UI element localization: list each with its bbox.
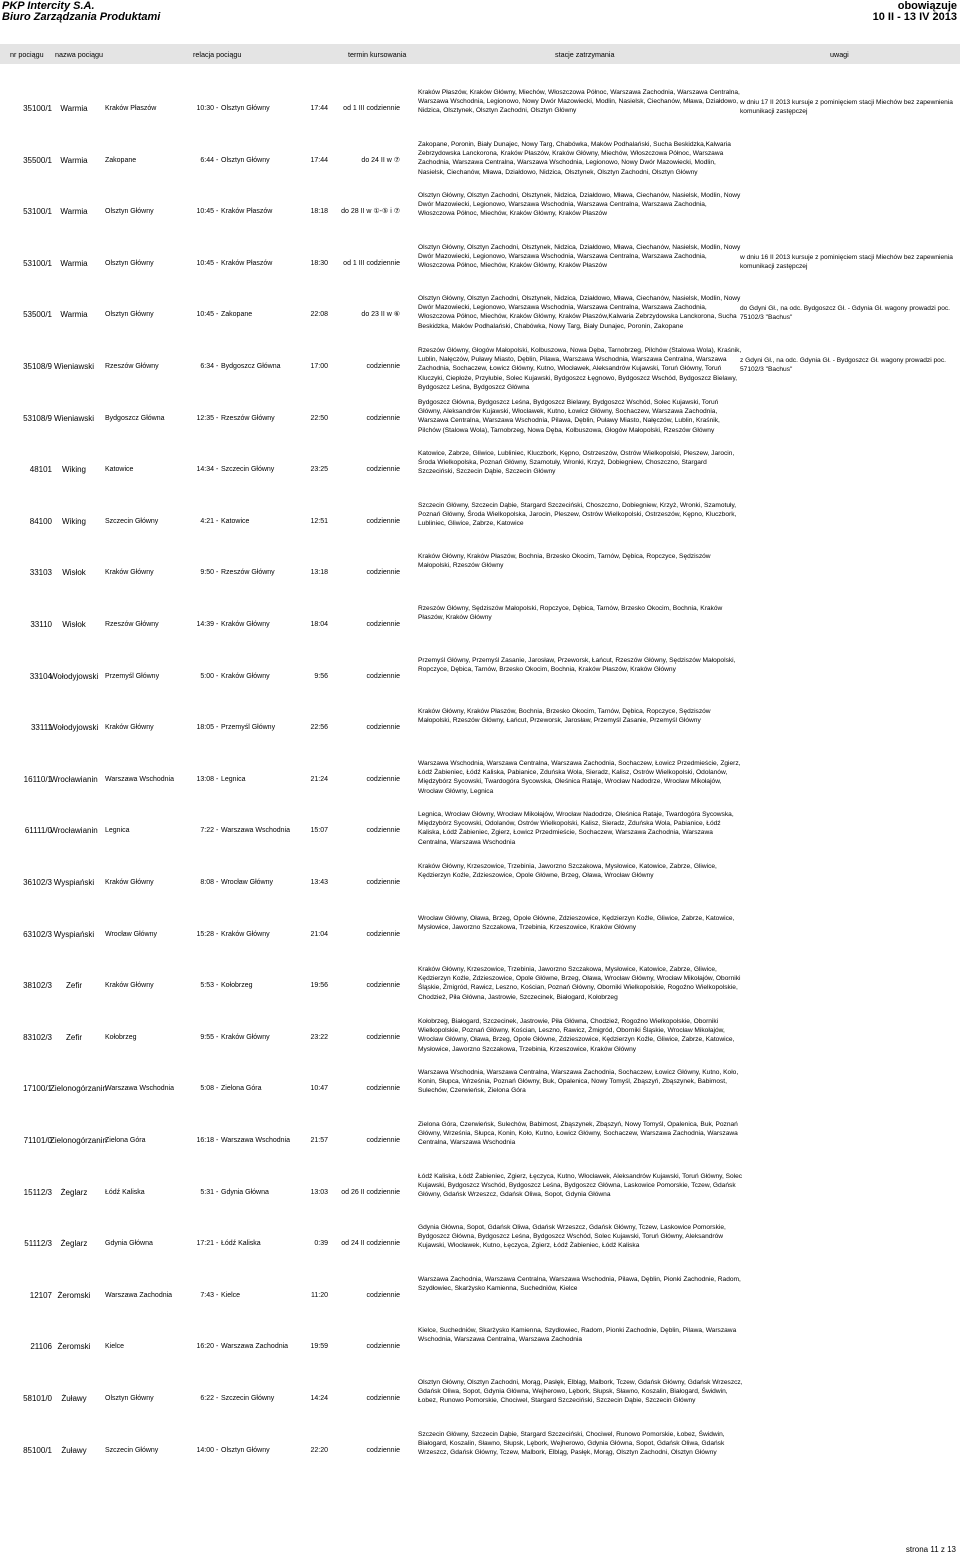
departure-time: 18:05 — [196, 724, 214, 731]
arrival-time: 9:56 — [314, 673, 328, 680]
train-name: Warmia — [60, 156, 88, 165]
arrival-station: Legnica — [221, 776, 246, 783]
train-name: Wieniawski — [53, 414, 94, 423]
route-separator: - — [216, 931, 219, 938]
train-number: 36102/3 — [23, 878, 52, 887]
departure-station: Kraków Główny — [105, 724, 154, 731]
running-period: codziennie — [366, 673, 400, 680]
departure-station: Kołobrzeg — [105, 1034, 137, 1041]
stops-list: Kraków Główny, Krzeszowice, Trzebinia, Jaworzno Szczakowa, Mysłowice, Katowice, Zabrze, Gliwice, Kędzierzyn Koźle, Zdzieszowice, Opole Główne, Brzeg, Oława, Wrocław Główny — [418, 863, 717, 880]
train-name: Wołodyjowski — [50, 672, 99, 681]
train-number: 33103 — [29, 568, 52, 577]
department-title: Biuro Zarządzania Produktami — [2, 11, 161, 23]
train-row — [0, 1166, 960, 1218]
train-row — [0, 1114, 960, 1166]
departure-time: 9:50 — [200, 569, 214, 576]
train-name: Żeglarz — [60, 1239, 88, 1248]
arrival-station: Katowice — [221, 518, 250, 525]
departure-time: 7:22 — [200, 827, 214, 834]
train-number: 85100/1 — [23, 1446, 52, 1455]
train-number: 48101 — [29, 465, 52, 474]
departure-station: Olsztyn Główny — [105, 260, 154, 267]
running-period: codziennie — [366, 827, 400, 834]
train-row — [0, 1320, 960, 1372]
company-title: PKP Intercity S.A. — [2, 0, 95, 12]
train-number: 33110 — [30, 620, 52, 629]
train-name: Żeglarz — [60, 1188, 88, 1197]
departure-station: Warszawa Wschodnia — [105, 776, 174, 783]
route-separator: - — [216, 157, 219, 164]
arrival-time: 14:24 — [310, 1395, 328, 1402]
train-name: Żuławy — [61, 1394, 87, 1403]
departure-time: 6:22 — [200, 1395, 214, 1402]
departure-time: 16:20 — [196, 1343, 214, 1350]
stops-list: Rzeszów Główny, Głogów Małopolski, Kolbuszowa, Nowa Dęba, Tarnobrzeg, Pilchów (Stalowa Wola), Kraśnik, Lublin, Nałęczów, Puławy Miasto, Dęblin, Pilawa, Warszawa Wschodnia, Warszawa Centralna, Warszawa Zachodnia, Sochaczew, Łowicz Główny, Kutno, Włocławek, Aleksandrów Kujawski, Toruń Główny, Toruń Kluczyki, Ciepłoże, Przyłubie, Solec Kujawski, Bydgoszcz Łęgnowo, Bydgoszcz Wschód, Bydgoszcz Bielawy, Bydgoszcz Leśna, Bydgoszcz Główna — [418, 347, 742, 391]
train-number: 21106 — [30, 1342, 52, 1351]
route-separator: - — [216, 1447, 219, 1454]
col-route: relacja pociągu — [193, 50, 242, 59]
train-row — [0, 1217, 960, 1269]
train-number: 12107 — [29, 1291, 52, 1300]
arrival-time: 21:24 — [310, 776, 328, 783]
train-number: 17100/1 — [23, 1084, 52, 1093]
stops-list: Olsztyn Główny, Olsztyn Zachodni, Olsztynek, Nidzica, Działdowo, Mława, Ciechanów, Nasielsk, Modlin, Nowy Dwór Mazowiecki, Legionowo, Warszawa Wschodnia, Warszawa Centralna, Warszawa Zachodnia, Włoszczowa Północ, Miechów, Kraków Główny, Kraków Płaszów — [418, 192, 741, 218]
running-period: codziennie — [366, 982, 400, 989]
route-separator: - — [216, 1189, 219, 1196]
arrival-time: 13:03 — [310, 1189, 328, 1196]
arrival-station: Bydgoszcz Główna — [221, 363, 281, 370]
train-name: Wisłok — [62, 568, 86, 577]
train-name: Żeromski — [57, 1342, 91, 1351]
departure-station: Olsztyn Główny — [105, 208, 154, 215]
running-period: codziennie — [366, 621, 400, 628]
departure-time: 13:08 — [196, 776, 214, 783]
stops-list: Olsztyn Główny, Olsztyn Zachodni, Morąg, Pasłęk, Elbląg, Malbork, Tczew, Gdańsk Główny, Gdańsk Wrzeszcz, Gdańsk Oliwa, Sopot, Gdynia Główna, Wejherowo, Lębork, Słupsk, Sławno, Koszalin, Białogard, Świdwin, Łobez, Runowo Pomorskie, Chociwel, Stargard Szczeciński, Szczecin Dąbie, Szczecin Główny — [418, 1379, 743, 1405]
stops-list: Kraków Główny, Kraków Płaszów, Bochnia, Brzesko Okocim, Tarnów, Dębica, Ropczyce, Sędziszów Małopolski, Rzeszów Główny, Łańcut, Przeworsk, Jarosław, Przemyśl Zasanie, Przemyśl Główny — [418, 708, 711, 725]
departure-time: 5:08 — [200, 1085, 214, 1092]
route-separator: - — [216, 1034, 219, 1041]
train-name: Wiking — [61, 517, 86, 526]
train-row — [0, 959, 960, 1011]
arrival-station: Kraków Główny — [221, 931, 270, 938]
running-period: codziennie — [366, 1343, 400, 1350]
arrival-station: Warszawa Wschodnia — [221, 827, 290, 834]
stops-list: Kraków Płaszów, Kraków Główny, Miechów, Włoszczowa Północ, Warszawa Zachodnia, Warszawa Centralna, Warszawa Wschodnia, Legionowo, Nowy Dwór Mazowiecki, Modlin, Nasielsk, Ciechanów, Mława, Działdowo, Nidzica, Olsztynek, Olsztyn Zachodni, Olsztyn Główny — [418, 89, 740, 115]
arrival-station: Kielce — [221, 1292, 241, 1299]
train-name: Wyspiański — [53, 930, 95, 939]
arrival-station: Rzeszów Główny — [221, 415, 275, 422]
departure-time: 5:00 — [200, 673, 214, 680]
train-row — [0, 1269, 960, 1321]
route-separator: - — [216, 311, 219, 318]
departure-time: 14:00 — [196, 1447, 214, 1454]
arrival-station: Kraków Główny — [221, 621, 270, 628]
train-name: Zefir — [66, 981, 82, 990]
departure-time: 10:45 — [196, 260, 214, 267]
train-number: 38102/3 — [23, 981, 52, 990]
running-period: codziennie — [366, 1292, 400, 1299]
stops-list: Warszawa Wschodnia, Warszawa Centralna, Warszawa Zachodnia, Sochaczew, Łowicz Przedmieście, Zgierz, Łódź Żabieniec, Łódź Kaliska, Pabianice, Zduńska Wola, Sieradz, Kalisz, Ostrów Wielkopolski, Odolanów, Międzybórz Sycowski, Twardogóra Sycowska, Oleśnica Rataje, Wrocław Nadodrze, Wrocław Mikołajów, Wrocław Główny, Legnica — [418, 760, 741, 795]
departure-time: 10:45 — [196, 208, 214, 215]
arrival-station: Rzeszów Główny — [221, 569, 275, 576]
train-number: 58101/0 — [23, 1394, 52, 1403]
train-notes: w dniu 17 II 2013 kursuje z pominięciem stacji Miechów bez zapewnienia komunikacji zastępczej — [740, 99, 953, 115]
departure-station: Legnica — [105, 827, 130, 834]
running-period: codziennie — [366, 1447, 400, 1454]
departure-station: Szczecin Główny — [105, 1447, 159, 1454]
arrival-time: 18:04 — [310, 621, 328, 628]
departure-time: 6:34 — [200, 363, 214, 370]
valid-label: obowiązuje — [897, 0, 957, 12]
route-separator: - — [216, 827, 219, 834]
running-period: od 1 III codziennie — [343, 260, 400, 267]
validity-header — [873, 1, 957, 23]
route-separator: - — [216, 518, 219, 525]
running-period: do 23 II w ⑥ — [361, 311, 400, 318]
arrival-time: 22:20 — [310, 1447, 328, 1454]
train-row — [0, 1011, 960, 1063]
arrival-time: 23:25 — [310, 466, 328, 473]
arrival-station: Olsztyn Główny — [221, 157, 270, 164]
running-period: codziennie — [366, 518, 400, 525]
departure-station: Kraków Główny — [105, 879, 154, 886]
arrival-time: 12:51 — [310, 518, 328, 525]
stops-list: Warszawa Zachodnia, Warszawa Centralna, Warszawa Wschodnia, Pilawa, Dęblin, Pionki Zachodnie, Radom, Szydłowiec, Skarżysko Kamienna, Suchedniów, Kielce — [418, 1276, 741, 1293]
train-name: Wyspiański — [53, 878, 95, 887]
departure-time: 14:39 — [196, 621, 214, 628]
running-period: od 24 II codziennie — [341, 1240, 400, 1247]
departure-station: Warszawa Wschodnia — [105, 1085, 174, 1092]
stops-list: Kołobrzeg, Białogard, Szczecinek, Jastrowie, Piła Główna, Chodzież, Rogoźno Wielkopolskie, Oborniki Wielkopolskie, Poznań Główny, Kościan, Leszno, Rawicz, Żmigród, Oborniki Śląskie, Wrocław Mikołajów, Wrocław Główny, Oława, Brzeg, Opole Główne, Zdzieszowice, Kędzierzyn Koźle, Gliwice, Zabrze, Katowice, Mysłowice, Jaworzno Szczakowa, Trzebinia, Krzeszowice, Kraków Główny — [418, 1018, 735, 1053]
departure-station: Katowice — [105, 466, 134, 473]
train-row — [0, 546, 960, 598]
departure-station: Kraków Główny — [105, 982, 154, 989]
arrival-station: Kołobrzeg — [221, 982, 253, 989]
running-period: codziennie — [366, 879, 400, 886]
running-period: codziennie — [366, 569, 400, 576]
arrival-station: Zielona Góra — [221, 1085, 262, 1092]
train-number: 84100 — [29, 517, 52, 526]
arrival-time: 10:47 — [310, 1085, 328, 1092]
arrival-time: 11:20 — [311, 1292, 328, 1299]
train-row — [0, 753, 960, 805]
arrival-station: Szczecin Główny — [221, 466, 275, 473]
departure-time: 9:55 — [200, 1034, 214, 1041]
train-row — [0, 340, 960, 392]
departure-time: 14:34 — [196, 466, 214, 473]
route-separator: - — [216, 879, 219, 886]
stops-list: Warszawa Wschodnia, Warszawa Centralna, Warszawa Zachodnia, Sochaczew, Łowicz Główny, Kutno, Koło, Konin, Słupca, Września, Poznań Główny, Buk, Opalenica, Nowy Tomyśl, Zbąszyń, Zbąszynek, Babimost, Sulechów, Czerwieńsk, Zielona Góra — [418, 1069, 739, 1095]
train-row — [0, 1424, 960, 1476]
departure-time: 5:31 — [200, 1189, 214, 1196]
arrival-station: Kraków Płaszów — [221, 208, 273, 215]
train-number: 33104 — [29, 672, 52, 681]
col-train-name: nazwa pociągu — [55, 50, 103, 59]
arrival-station: Olsztyn Główny — [221, 1447, 270, 1454]
route-separator: - — [216, 1085, 219, 1092]
running-period: codziennie — [366, 931, 400, 938]
train-name: Wisłok — [62, 620, 86, 629]
arrival-station: Zakopane — [221, 311, 253, 318]
col-notes: uwagi — [830, 50, 849, 59]
train-row — [0, 701, 960, 753]
train-name: Wołodyjowski — [50, 723, 99, 732]
arrival-station: Kraków Płaszów — [221, 260, 273, 267]
route-separator: - — [216, 1395, 219, 1402]
train-name: Żeromski — [57, 1291, 91, 1300]
departure-time: 5:53 — [200, 982, 214, 989]
departure-time: 12:35 — [196, 415, 214, 422]
col-stops: stacje zatrzymania — [555, 50, 615, 59]
company-name — [2, 1, 160, 23]
train-row — [0, 82, 960, 134]
departure-station: Olsztyn Główny — [105, 311, 154, 318]
stops-list: Zakopane, Poronin, Biały Dunajec, Nowy Targ, Chabówka, Maków Podhalański, Sucha Beskidzka,Kalwaria Zebrzydowska Lanckorona, Kraków Płaszów, Kraków Główny, Miechów, Włoszczowa Północ, Warszawa Zachodnia, Warszawa Centralna, Warszawa Wschodnia, Legionowo, Nowy Dwór Mazowiecki, Modlin, Nasielsk, Ciechanów, Mława, Działdowo, Nidzica, Olsztynek, Olsztyn Zachodni, Olsztyn Główny — [418, 141, 731, 176]
train-number: 53108/9 — [23, 414, 52, 423]
train-number: 83102/3 — [23, 1033, 52, 1042]
train-row — [0, 908, 960, 960]
stops-list: Wrocław Główny, Oława, Brzeg, Opole Główne, Zdzieszowice, Kędzierzyn Koźle, Gliwice, Zabrze, Katowice, Mysłowice, Jaworzno Szczakowa, Trzebinia, Krzeszowice, Kraków Główny — [418, 915, 735, 932]
train-row — [0, 1062, 960, 1114]
departure-station: Gdynia Główna — [105, 1240, 153, 1247]
train-row — [0, 134, 960, 186]
train-name: Wieniawski — [53, 362, 94, 371]
train-number: 35500/1 — [23, 156, 52, 165]
departure-time: 17:21 — [196, 1240, 214, 1247]
stops-list: Łódź Kaliska, Łódź Żabieniec, Zgierz, Łęczyca, Kutno, Włocławek, Aleksandrów Kujawski, Toruń Główny, Solec Kujawski, Bydgoszcz Wschód, Bydgoszcz Leśna, Bydgoszcz Główna, Laskowice Pomorskie, Tczew, Gdańsk Główny, Gdańsk Wrzeszcz, Gdańsk Oliwa, Sopot, Gdynia Główna — [418, 1173, 743, 1199]
train-row — [0, 288, 960, 340]
stops-list: Szczecin Główny, Szczecin Dąbie, Stargard Szczeciński, Choszczno, Dobiegniew, Krzyż, Wronki, Szamotuły, Poznań Główny, Środa Wielkopolska, Jarocin, Pleszew, Ostrów Wielkopolski, Ostrzeszów, Kępno, Kluczbork, Lubliniec, Gliwice, Zabrze, Katowice — [418, 502, 737, 528]
stops-list: Bydgoszcz Główna, Bydgoszcz Leśna, Bydgoszcz Bielawy, Bydgoszcz Wschód, Solec Kujawski, Toruń Główny, Aleksandrów Kujawski, Włocławek, Kutno, Łowicz Główny, Sochaczew, Warszawa Zachodnia, Warszawa Centralna, Warszawa Wschodnia, Pilawa, Dęblin, Puławy Miasto, Nałęczów, Lublin, Kraśnik, Pilchów (Stalowa Wola), Tarnobrzeg, Nowa Dęba, Kolbuszowa, Głogów Małopolski, Rzeszów Główny — [418, 399, 720, 434]
running-period: codziennie — [366, 776, 400, 783]
departure-station: Przemyśl Główny — [105, 673, 160, 680]
arrival-station: Warszawa Zachodnia — [221, 1343, 289, 1350]
stops-list: Olsztyn Główny, Olsztyn Zachodni, Olsztynek, Nidzica, Działdowo, Mława, Ciechanów, Nasielsk, Modlin, Nowy Dwór Mazowiecki, Legionowo, Warszawa Wschodnia, Warszawa Centralna, Warszawa Zachodnia, Włoszczowa Północ, Miechów, Kraków Główny, Kraków Płaszów,Kalwaria Zebrzydowska Lanckorona, Sucha Beskidzka, Maków Podhalański, Chabówka, Nowy Targ, Biały Dunajec, Poronin, Zakopane — [418, 295, 741, 330]
departure-station: Zakopane — [105, 157, 137, 164]
train-name: Zielonogórzanin — [50, 1136, 107, 1145]
train-name: Zielonogórzanin — [50, 1084, 107, 1093]
departure-station: Olsztyn Główny — [105, 1395, 154, 1402]
train-name: Warmia — [60, 310, 88, 319]
route-separator: - — [216, 363, 219, 370]
arrival-time: 22:50 — [310, 415, 328, 422]
train-row — [0, 804, 960, 856]
train-name: Wiking — [61, 465, 86, 474]
running-period: codziennie — [366, 1085, 400, 1092]
train-number: 71101/0 — [23, 1136, 52, 1145]
arrival-time: 13:43 — [310, 879, 328, 886]
stops-list: Gdynia Główna, Sopot, Gdańsk Oliwa, Gdańsk Wrzeszcz, Gdańsk Główny, Tczew, Laskowice Pomorskie, Bydgoszcz Główna, Bydgoszcz Leśna, Bydgoszcz Wschód, Solec Kujawski, Toruń Główny, Aleksandrów Kujawski, Włocławek, Kutno, Łęczyca, Zgierz, Łódź Żabieniec, Łódź Kaliska — [418, 1224, 726, 1250]
arrival-time: 17:00 — [310, 363, 328, 370]
route-separator: - — [216, 673, 219, 680]
departure-time: 15:28 — [196, 931, 214, 938]
train-number: 35100/1 — [23, 104, 52, 113]
arrival-time: 19:59 — [310, 1343, 328, 1350]
train-name: Warmia — [60, 259, 88, 268]
arrival-time: 21:04 — [310, 931, 328, 938]
departure-time: 7:43 — [200, 1292, 214, 1299]
route-separator: - — [216, 569, 219, 576]
stops-list: Legnica, Wrocław Główny, Wrocław Mikołajów, Wrocław Nadodrze, Oleśnica Rataje, Twardogóra Sycowska, Międzybórz Sycowski, Odolanów, Ostrów Wielkopolski, Kalisz, Sieradz, Zduńska Wola, Pabianice, Łódź Kaliska, Łódź Żabieniec, Zgierz, Łowicz Przedmieście, Sochaczew, Warszawa Zachodnia, Warszawa Centralna, Warszawa Wschodnia — [418, 811, 734, 846]
arrival-time: 17:44 — [310, 105, 328, 112]
arrival-station: Łódź Kaliska — [221, 1240, 261, 1247]
train-name: Wrocławianin — [50, 775, 98, 784]
arrival-station: Wrocław Główny — [221, 879, 273, 886]
stops-list: Rzeszów Główny, Sędziszów Małopolski, Ropczyce, Dębica, Tarnów, Brzesko Okocim, Bochnia, Kraków Płaszów, Kraków Główny — [418, 605, 723, 622]
departure-station: Warszawa Zachodnia — [105, 1292, 173, 1299]
departure-time: 10:45 — [196, 311, 214, 318]
running-period: codziennie — [366, 363, 400, 370]
running-period: od 1 III codziennie — [343, 105, 400, 112]
arrival-time: 15:07 — [310, 827, 328, 834]
route-separator: - — [216, 776, 219, 783]
train-number: 53100/1 — [23, 207, 52, 216]
stops-list: Kielce, Suchedniów, Skarżysko Kamienna, Szydłowiec, Radom, Pionki Zachodnie, Dęblin, Pilawa, Warszawa Wschodnia, Warszawa Centralna, Warszawa Zachodnia — [418, 1327, 737, 1344]
route-separator: - — [216, 1240, 219, 1247]
departure-time: 4:21 — [200, 518, 214, 525]
train-number: 35108/9 — [23, 362, 52, 371]
arrival-time: 22:08 — [310, 311, 328, 318]
train-number: 61111/0 — [24, 826, 52, 835]
arrival-time: 21:57 — [310, 1137, 328, 1144]
valid-period: 10 II - 13 IV 2013 — [872, 11, 957, 23]
arrival-station: Przemyśl Główny — [221, 724, 276, 731]
departure-station: Kraków Główny — [105, 569, 154, 576]
col-period: termin kursowania — [348, 50, 407, 59]
col-train-number: nr pociągu — [10, 50, 44, 59]
train-row — [0, 185, 960, 237]
train-notes: z Gdyni Gł., na odc. Gdynia Gł. - Bydgoszcz Gł. wagony prowadzi poc. 57102/3 "Bachus" — [740, 357, 946, 373]
page-number: strona 11 z 13 — [905, 1545, 956, 1554]
arrival-time: 18:18 — [310, 208, 328, 215]
arrival-station: Kraków Główny — [221, 673, 270, 680]
route-separator: - — [216, 621, 219, 628]
arrival-time: 13:18 — [310, 569, 328, 576]
train-number: 16110/1 — [23, 775, 52, 784]
train-number: 51112/3 — [24, 1239, 52, 1248]
route-separator: - — [216, 415, 219, 422]
route-separator: - — [216, 1292, 219, 1299]
departure-station: Bydgoszcz Główna — [105, 415, 165, 422]
stops-list: Szczecin Główny, Szczecin Dąbie, Stargard Szczeciński, Chociwel, Runowo Pomorskie, Łobez, Świdwin, Białogard, Koszalin, Sławno, Słupsk, Lębork, Wejherowo, Gdynia Główna, Sopot, Gdańsk Oliwa, Gdańsk Wrzeszcz, Gdańsk Główny, Tczew, Malbork, Elbląg, Pasłęk, Morąg, Olsztyn Zachodni, Olsztyn Główny — [418, 1431, 725, 1457]
train-row — [0, 598, 960, 650]
departure-station: Zielona Góra — [105, 1137, 146, 1144]
train-number: 53100/1 — [23, 259, 52, 268]
arrival-time: 19:56 — [310, 982, 328, 989]
train-name: Warmia — [60, 207, 88, 216]
arrival-station: Olsztyn Główny — [221, 105, 270, 112]
route-separator: - — [216, 1137, 219, 1144]
column-header-row — [0, 44, 960, 64]
running-period: codziennie — [366, 466, 400, 473]
arrival-time: 17:44 — [310, 157, 328, 164]
train-row — [0, 237, 960, 289]
train-row — [0, 856, 960, 908]
running-period: codziennie — [366, 1137, 400, 1144]
train-notes: w dniu 16 II 2013 kursuje z pominięciem stacji Miechów bez zapewnienia komunikacji zastępczej — [740, 254, 953, 270]
running-period: codziennie — [366, 1395, 400, 1402]
arrival-time: 0:39 — [314, 1240, 328, 1247]
departure-time: 6:44 — [200, 157, 214, 164]
train-number: 15112/3 — [23, 1188, 52, 1197]
train-name: Warmia — [60, 104, 88, 113]
arrival-station: Warszawa Wschodnia — [221, 1137, 290, 1144]
arrival-station: Kraków Główny — [221, 1034, 270, 1041]
departure-station: Rzeszów Główny — [105, 621, 159, 628]
running-period: codziennie — [366, 415, 400, 422]
running-period: do 28 II w ①-⑤ i ⑦ — [341, 208, 400, 215]
departure-station: Kielce — [105, 1343, 125, 1350]
running-period: od 26 II codziennie — [341, 1189, 400, 1196]
train-row — [0, 495, 960, 547]
route-separator: - — [216, 1343, 219, 1350]
route-separator: - — [216, 466, 219, 473]
departure-station: Kraków Płaszów — [105, 105, 157, 112]
stops-list: Kraków Główny, Kraków Płaszów, Bochnia, Brzesko Okocim, Tarnów, Dębica, Ropczyce, Sędziszów Małopolski, Rzeszów Główny — [418, 553, 711, 570]
train-number: 63102/3 — [23, 930, 52, 939]
running-period: codziennie — [366, 1034, 400, 1041]
train-row — [0, 443, 960, 495]
stops-list: Olsztyn Główny, Olsztyn Zachodni, Olsztynek, Nidzica, Działdowo, Mława, Ciechanów, Nasielsk, Modlin, Nowy Dwór Mazowiecki, Legionowo, Warszawa Wschodnia, Warszawa Centralna, Warszawa Zachodnia, Włoszczowa Północ, Miechów, Kraków Główny, Kraków Płaszów — [418, 244, 741, 270]
stops-list: Przemyśl Główny, Przemyśl Zasanie, Jarosław, Przeworsk, Łańcut, Rzeszów Główny, Sędziszów Małopolski, Ropczyce, Dębica, Tarnów, Brzesko Okocim, Bochnia, Kraków Płaszów, Kraków Główny — [418, 657, 736, 674]
arrival-station: Szczecin Główny — [221, 1395, 275, 1402]
arrival-time: 18:30 — [310, 260, 328, 267]
train-notes: do Gdyni Gł., na odc. Bydgoszcz Gł. - Gdynia Gł. wagony prowadzi poc. 75102/3 "Bachus" — [740, 305, 950, 321]
running-period: do 24 II w ⑦ — [361, 157, 400, 164]
route-separator: - — [216, 105, 219, 112]
arrival-station: Gdynia Główna — [221, 1189, 269, 1196]
departure-time: 16:18 — [196, 1137, 214, 1144]
train-name: Żuławy — [61, 1446, 87, 1455]
train-name: Wrocławianin — [50, 826, 98, 835]
running-period: codziennie — [366, 724, 400, 731]
train-row — [0, 1372, 960, 1424]
departure-time: 10:30 — [196, 105, 214, 112]
train-number: 53500/1 — [23, 310, 52, 319]
route-separator: - — [216, 724, 219, 731]
departure-time: 8:08 — [200, 879, 214, 886]
train-row — [0, 392, 960, 444]
train-name: Zefir — [66, 1033, 82, 1042]
route-separator: - — [216, 982, 219, 989]
departure-station: Szczecin Główny — [105, 518, 159, 525]
stops-list: Zielona Góra, Czerwieńsk, Sulechów, Babimost, Zbąszynek, Zbąszyń, Nowy Tomyśl, Opalenica, Buk, Poznań Główny, Września, Słupca, Konin, Koło, Kutno, Łowicz Główny, Sochaczew, Warszawa Zachodnia, Warszawa Centralna, Warszawa Wschodnia — [418, 1121, 738, 1147]
train-row — [0, 650, 960, 702]
stops-list: Kraków Główny, Krzeszowice, Trzebinia, Jaworzno Szczakowa, Mysłowice, Katowice, Zabrze, Gliwice, Kędzierzyn Koźle, Zdzieszowice, Opole Główne, Brzeg, Oława, Wrocław Główny, Wrocław Mikołajów, Oborniki Śląskie, Żmigród, Rawicz, Leszno, Kościan, Poznań Główny, Oborniki Wielkopolskie, Rogoźno Wielkopolskie, Chodzież, Piła Główna, Jastrowie, Szczecinek, Białogard, Kołobrzeg — [418, 966, 741, 1001]
route-separator: - — [216, 260, 219, 267]
departure-station: Wrocław Główny — [105, 931, 157, 938]
arrival-time: 23:22 — [310, 1034, 328, 1041]
route-separator: - — [216, 208, 219, 215]
departure-station: Rzeszów Główny — [105, 363, 159, 370]
departure-station: Łódź Kaliska — [105, 1189, 145, 1196]
arrival-time: 22:56 — [310, 724, 328, 731]
stops-list: Katowice, Zabrze, Gliwice, Lubliniec, Kluczbork, Kępno, Ostrzeszów, Ostrów Wielkopolski, Pleszew, Jarocin, Środa Wielkopolska, Poznań Główny, Szamotuły, Wronki, Krzyż, Dobiegniew, Choszczno, Stargard Szczeciński, Szczecin Dąbie, Szczecin Główny — [418, 450, 735, 476]
train-number: 33111 — [30, 723, 52, 732]
